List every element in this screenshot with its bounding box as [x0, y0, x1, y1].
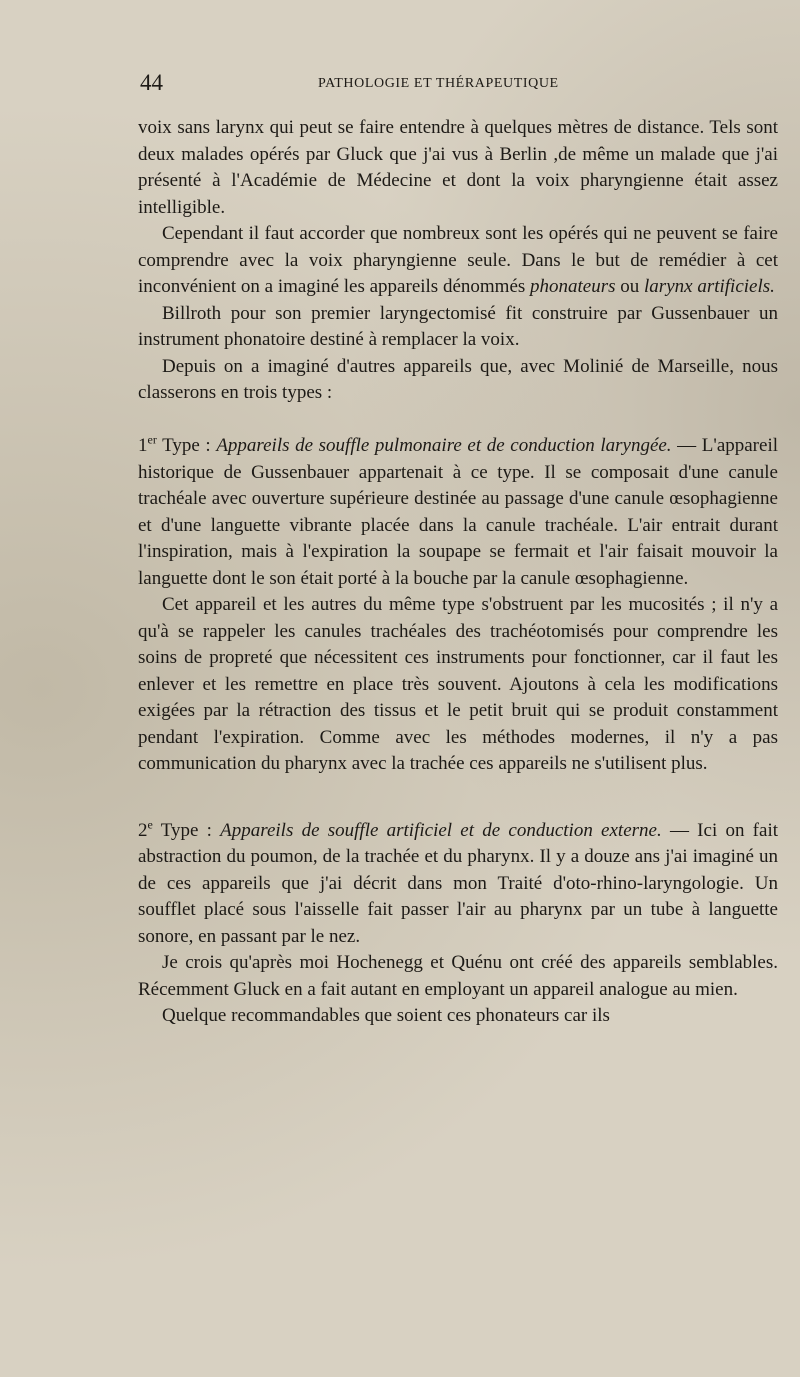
italic-term: phonateurs	[530, 276, 616, 297]
text-span: — Ici on fait abstraction du poumon, de la trachée et du pharynx. Il y a douze ans j'ai imaginé un de ces appareils que j'ai décrit dans mon Traité d'oto-rhino-laryngologie. Un soufflet placé sous l'aisselle fait passer l'air au pharynx par un tube à languette sonore, en passant par le nez.	[138, 819, 778, 947]
body-text	[138, 115, 778, 1030]
text-span: Cependant il faut accorder que nombreux sont les opérés qui ne peuvent se faire comprendre avec la voix pharyngienne seule. Dans le but de remédier à cet inconvénient on a imaginé les appareils dénommés	[138, 223, 778, 297]
paragraph: Billroth pour son premier laryngectomisé fit construire par Gussenbauer un instrument phonatoire destiné à remplacer la voix.	[138, 302, 778, 350]
type-title: Appareils de souffle artificiel et de conduction externe.	[220, 819, 662, 841]
type-title: Appareils de souffle pulmonaire et de conduction laryngée.	[216, 435, 672, 456]
type-number: 1	[138, 435, 148, 456]
text-span: ou	[615, 276, 645, 297]
type-number: 2	[138, 819, 148, 841]
type-2-paragraph	[138, 818, 778, 951]
page-number: 44	[140, 70, 163, 95]
paragraph: Je crois qu'après moi Hochenegg et Quénu ont créé des appareils semblables. Récemment Gluck en a fait autant en employant un appareil analogue au mien.	[138, 952, 778, 1000]
paragraph: Cet appareil et les autres du même type s'obstruent par les mucosités ; il n'y a qu'à se rappeler les canules trachéales des trachéotomisés pour comprendre les soins de propreté que nécessitent ces instruments pour fonctionner, car il faut les enlever et les remettre en place très souvent. Ajoutons à cela les modifications exigées par la rétraction des tissus et le petit bruit qui se produit constamment pendant l'expiration. Comme avec les méthodes modernes, il n'y a pas communication du pharynx avec la trachée ces appareils ne s'utilisent plus.	[138, 594, 778, 774]
type-1-paragraph	[138, 433, 778, 592]
text-span: — L'appareil historique de Gussenbauer appartenait à ce type. Il se composait d'une canule trachéale avec ouverture supérieure destinée au passage d'une canule œsophagienne et d'une languette vibrante placée dans la canule trachéale. L'air entrait durant l'inspiration, mais à l'expiration la soupape se fermait et l'air faisait mouvoir la languette dont le son était porté à la bouche par la canule œsophagienne.	[138, 435, 778, 589]
type-label: Type :	[156, 435, 217, 456]
paragraph	[138, 221, 778, 301]
paragraph: voix sans larynx qui peut se faire entendre à quelques mètres de distance. Tels sont deux malades opérés par Gluck que j'ai vus à Berlin ,de même un malade que j'ai présenté à l'Académie de Médecine et dont la voix pharyngienne était assez intelligible.	[138, 117, 778, 218]
type-label: Type :	[152, 819, 221, 841]
paragraph: Depuis on a imaginé d'autres appareils que, avec Molinié de Marseille, nous classerons en trois types :	[138, 355, 778, 403]
running-title: PATHOLOGIE ET THÉRAPEUTIQUE	[318, 76, 559, 91]
type-ordinal: e	[147, 817, 153, 832]
page-header	[140, 70, 780, 96]
type-ordinal: er	[147, 432, 157, 447]
paragraph: Quelque recommandables que soient ces phonateurs car ils	[162, 1005, 610, 1026]
italic-term: larynx artificiels.	[644, 276, 775, 297]
